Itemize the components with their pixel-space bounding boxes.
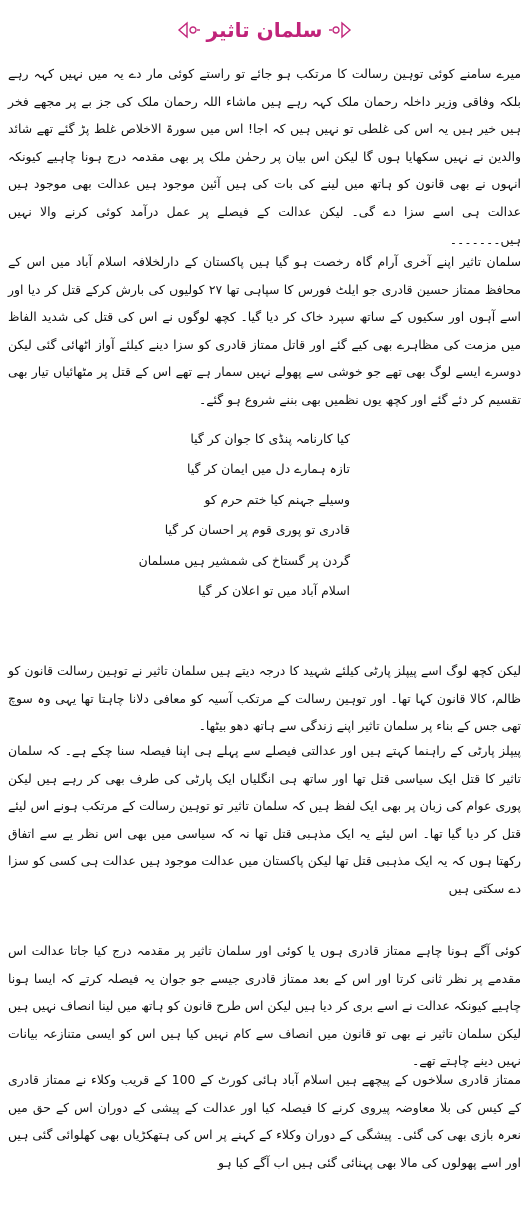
verse-line: اسلام آباد میں تو اعلان کر گیا bbox=[198, 582, 350, 598]
paragraph-burial: سلمان تاثیر اپنے آخری آرام گاہ رخصت ہو گیا ہیں پاکستان کے دارلخلافہ اسلام آباد میں اس کے محافظ ممتاز حسین قادری جو ایلٹ فورس کا سپاہی تھا ۲۷ کولیوں کی بارش کرکے قتل کر دیا اور اسے آہوں اور سکیوں کے ساتھ سپرد خاک کر دیا گیا۔ کچھ لوگوں نے اس کی قتل کی شدید الفاظ میں مزمت کی مظاہرے بھی کیے گئے اور قاتل ممتاز قادری کو سزا دینے کیلئے آواز اٹھائی گئی لیکن دوسرے ایسے لوگ بھی تھے جو خوشی سے پھولے نہیں سمار ہے تھے اس کے قتل پر مٹھائیاں تیار بھی تقسیم کر دئے گئے اور کچھ یوں نظمیں بھی بننے شروع ہو گئے۔ bbox=[8, 254, 521, 407]
verse-line: کیا کارنامہ پنڈی کا جوان کر گیا bbox=[190, 431, 350, 446]
verse-line: قادری تو پوری قوم پر احسان کر گیا bbox=[164, 522, 350, 538]
verse-line: وسیلے جہنم کیا ختم حرم کو bbox=[204, 491, 350, 507]
title-bar bbox=[0, 18, 529, 42]
poem-verses bbox=[138, 424, 350, 606]
paragraph-political-killing: پیپلز پارٹی کے راہنما کہتے ہیں اور عدالتی فیصلے سے پہلے ہی اپنا فیصلہ سنا چکے ہے۔ کہ سلمان تاثیر کا قتل ایک سیاسی قتل تھا اور ساتھ ہی انگلیاں ایک پارٹی کی طرف بھی کر رہے ہیں لیکن پوری عوام کی زبان پر بھی ایک لفظ ہیں کہ سلمان تاثیر تو توہین رسالت کے مرتکب ہونے اس لیئے قتل کر دیا گیا تھا۔ اس لیئے یہ ایک مذہبی قتل تھا نہ کہ سیاسی میں بھی اس نظر یے سے اتفاق رکھتا ہوں کہ یہ ایک مذہبی قتل تھا لیکن پاکستان میں عدالت موجود ہیں عدالت ہی کسی کو سزا دے سکتی ہیں bbox=[8, 743, 521, 896]
ornament-right-icon bbox=[177, 20, 201, 40]
paragraph-intro: میرے سامنے کوئی توہین رسالت کا مرتکب ہو جائے تو راستے کوئی مار دے یہ میں نہیں کہہ رہے بلکہ وفاقی وزیر داخلہ رحمان ملک کہہ رہے ہیں ماشاء اللہ رحمان ملک کی جز بے پر مجھے فخر ہیں خیر ہیں یہ اس کی غلطی تو نہیں ہیں کہ اجا! اس میں سورۃ الاخلاص غلط پڑ گئے تھے شائد والدین نے نہیں سکھایا ہوں گا لیکن اس بیان پر رحمٰن ملک پر بھی مقدمہ درج ہونا چاہیے کیونکہ انہوں نے بھی قانون کو ہاتھ میں لینے کی بات کی ہیں آئین موجود ہیں عدالت بھی موجود ہیں عدالت ہی اسے سزا دے گی۔ لیکن عدالت کے فیصلے پر عمل درآمد کوئی کرنے والا نہیں ہیں۔۔۔۔۔۔۔ bbox=[8, 66, 521, 247]
verse-line: گردن پر گستاخ کی شمشیر ہیں مسلمان bbox=[138, 552, 350, 568]
verse-line: تازہ ہمارے دل میں ایمان کر گیا bbox=[187, 461, 350, 477]
paragraph-lawyers: ممتاز قادری سلاخوں کے پیچھے ہیں اسلام آباد ہائی کورٹ کے 100 کے قریب وکلاء نے ممتاز قادری کے کیس کی بلا معاوضہ پیروی کرنے کا فیصلہ کیا اور عدالت کے پیشی کے دوران اس کے حق میں نعرہ بازی بھی کی گئی۔ پیشگی کے دوران وکلاء کے کہنے پر اس کی ہتھکڑیاں بھی کھلوائی گئی ہیں اور اسے پھولوں کی مالا بھی پہنائی گئی ہیں اب آگے کیا ہو bbox=[8, 1072, 521, 1170]
paragraph-court-process: کوئی آگے ہونا چاہے ممتاز قادری ہوں یا کوئی اور سلمان تاثیر پر مقدمہ درج کیا جاتا عدالت اس مقدمے پر نظر ثانی کرتا اور اس کے بعد ممتاز قادری جیسے جو جوان یہ فیصلہ کرتے کہ ایسا ہونا چاہیے کیونکہ عدالت نے اسے بری کر دیا ہیں لیکن اس طرح قانون کو ہاتھ میں لینا انصاف نہیں ہیں لیکن سلمان تاثیر نے بھی تو قانون میں انصاف سے کام نہیں کیا ہیں اس کو ایسی متنازعہ بیانات نہیں دینے چاہتے تھے۔ bbox=[8, 943, 521, 1069]
article-title: سلمان تاثیر bbox=[206, 18, 323, 42]
ornament-left-icon bbox=[328, 20, 352, 40]
paragraph-ppp-view: لیکن کچھ لوگ اسے پیپلز پارٹی کیلئے شہید کا درجہ دیتے ہیں سلمان تاثیر نے توہین رسالت قانون کو ظالم، کالا قانون کہا تھا۔ اور توہین رسالت کے مرتکب آسیہ کو معافی دلانا چاہتا تھا یہی وہ سوچ تھی جس کے بناء پر سلمان تاثیر اپنے زندگی سے ہاتھ دھو بیٹھا۔ bbox=[8, 663, 521, 734]
